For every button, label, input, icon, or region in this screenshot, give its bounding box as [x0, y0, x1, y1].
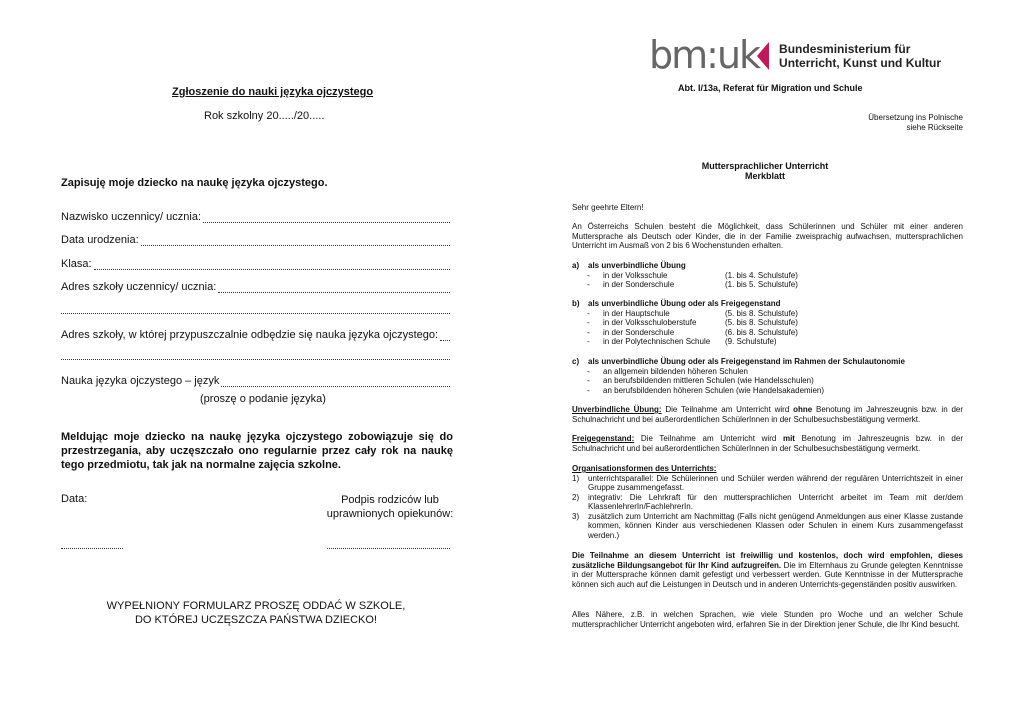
school-address-field[interactable]	[61, 281, 450, 293]
voluntary-paragraph	[572, 551, 963, 589]
org-item: zusätzlich zum Unterricht am Nachmittag (Falls nicht genügend Anmeldungen aus einer Klasse zustande kommen, können Kinder aus verschiedenen Klassen oder Schulen in einem Kurs zusammengefasst werden.)	[588, 511, 963, 540]
section-c-title: als unverbindliche Übung oder als Freigegenstand im Rahmen der Schulautonomie	[588, 357, 905, 366]
signature-label-line1: Podpis rodziców lub	[341, 494, 439, 506]
lesson-address-field[interactable]	[61, 329, 450, 341]
section-a-title: als unverbindliche Übung	[588, 261, 686, 270]
birthdate-field[interactable]	[61, 234, 450, 246]
class-field[interactable]	[61, 258, 450, 270]
signature-line[interactable]	[327, 540, 450, 549]
form-title: Zgłoszenie do nauki języka ojczystego	[172, 86, 374, 98]
closing-paragraph: Alles Nähere, z.B. in welchen Sprachen, wie viele Stunden pro Woche und an welcher Schule muttersprachlicher Unterricht angeboten wird, erfahren Sie in der Direktion jener Schule, die Ihr Kind besucht.	[572, 610, 963, 629]
school-year: Rok szkolny 20...../20.....	[204, 110, 325, 122]
organisation-section	[572, 464, 963, 540]
birthdate-label: Data urodzenia:	[61, 234, 139, 246]
freigegenstand-text-a: Die Teilnahme am Unterricht wird	[634, 434, 783, 443]
freigegenstand-text-b: Benotung im Jahreszeugnis bzw. in der Schulnachricht und bei außerordentlichen SchülerInnen in der Schulbesuchsbestätigung vermerkt.	[572, 434, 963, 453]
unverbindlich-paragraph	[572, 405, 963, 424]
date-line[interactable]	[61, 540, 123, 549]
org-item-number: 1)	[572, 473, 580, 483]
unverbindlich-text-b: Benotung im Jahreszeugnis bzw. in der Schulnachricht und bei außerordentlichen SchülerInnen in der Schulbesuchsbestätigung vermerkt.	[572, 405, 964, 424]
logo-line2: Unterricht, Kunst und Kultur	[779, 56, 942, 70]
surname-field[interactable]	[61, 211, 450, 223]
commitment-text: Meldując moje dziecko na naukę języka ojczystego zobowiązuje się do przestrzegania, aby uczęszczało ono regularnie przez cały rok na naukę tego przedmiotu, tak jak na normalne zajęcia szkolne.	[61, 431, 453, 471]
list-item-level: (1. bis 4. Schulstufe)	[725, 270, 798, 280]
logo-mark	[649, 33, 760, 77]
voluntary-emphasis: Die Teilnahme an diesem Unterricht ist freiwillig und kostenlos, doch wird empfohlen, dieses zusätzliche Bildungsangebot für Ihr Kind aufzugreifen.	[572, 551, 963, 570]
translation-line1: Übersetzung ins Polnische	[868, 113, 963, 122]
lesson-address-line2[interactable]	[61, 358, 450, 360]
return-instruction	[100, 599, 412, 627]
school-address-label: Adres szkoły uczennicy/ ucznia:	[61, 281, 217, 293]
freigegenstand-paragraph	[572, 434, 963, 453]
list-item-level: (6. bis 8. Schulstufe)	[725, 327, 798, 337]
unverbindlich-label: Unverbindliche Übung:	[572, 405, 662, 414]
language-field[interactable]	[61, 375, 450, 387]
unverbindlich-emphasis: ohne	[793, 405, 813, 414]
list-item: in der Volksschuloberstufe	[603, 318, 697, 327]
list-item: an allgemein bildenden höheren Schulen	[603, 366, 748, 376]
signature-label-line2: uprawnionych opiekunów:	[326, 508, 454, 520]
unverbindlich-text-a: Die Teilnahme am Unterricht wird	[661, 405, 794, 414]
logo-chevron-icon	[757, 42, 769, 70]
section-b-title: als unverbindliche Übung oder als Freigegenstand	[588, 299, 781, 308]
surname-label: Nazwisko uczennicy/ ucznia:	[61, 211, 202, 223]
section-b-label: b)	[572, 299, 580, 308]
org-item: integrativ: Die Lehrkraft für den muttersprachlichen Unterricht arbeitet im Team mit der/dem KlassenlehrerIn/FachlehrerIn.	[588, 492, 963, 511]
voluntary-text: Die im Elternhaus zu Grunde gelegten Kenntnisse in der Muttersprache können damit gefestigt und verbessert werden. Gute Kenntnisse in der Muttersprache können sich auch auf die Leistungen in Deutsch und in anderen Unterrichts-gegenständen positiv auswirken.	[572, 560, 963, 589]
date-label: Data:	[61, 493, 88, 505]
heading-line1: Muttersprachlicher Unterricht	[701, 161, 829, 171]
class-label: Klasa:	[61, 258, 92, 270]
lesson-address-label: Adres szkoły, w której przypuszczalnie odbędzie się nauka języka ojczystego:	[61, 329, 439, 341]
freigegenstand-label: Freigegenstand:	[572, 434, 635, 443]
translation-line2: siehe Rückseite	[906, 123, 963, 132]
logo-text	[779, 42, 941, 70]
language-label: Nauka języka ojczystego – język	[61, 375, 220, 387]
section-c: c) als unverbindliche Übung oder als Freigegenstand im Rahmen der Schulautonomie - an allgemein bildenden höheren Schulen - an berufsbildenden mittleren Schulen (wie Handelsschulen) - an berufsbildenden höheren Schulen (wie Handelsakademien)	[572, 357, 905, 395]
section-a: a) als unverbindliche Übung - in der Volksschule (1. bis 4. Schulstufe) - in der Sonderschule (1. bis 5. Schulstufe)	[572, 261, 798, 289]
heading-line2: Merkblatt	[744, 171, 785, 181]
return-line1: WYPEŁNIONY FORMULARZ PROSZĘ ODDAĆ W SZKOLE,	[106, 600, 406, 612]
list-item: an berufsbildenden mittleren Schulen (wie Handelsschulen)	[603, 376, 814, 385]
list-item: in der Sonderschule	[603, 280, 675, 289]
list-item-level: (5. bis 8. Schulstufe)	[725, 318, 798, 327]
section-a-label: a)	[572, 261, 580, 270]
section-b: b) als unverbindliche Übung oder als Freigegenstand - in der Hauptschule (5. bis 8. Schulstufe) - in der Volksschuloberstufe (5. bis 8. Schulstufe) - in der Sonderschule (6. bis 8. Schulstufe) - in der Polytechnischen Schule (9. Schulstufe)	[572, 299, 798, 346]
ministry-logo	[649, 33, 942, 77]
section-c-label: c)	[572, 357, 580, 366]
list-item-level: (9. Schulstufe)	[725, 337, 777, 346]
list-item: in der Sonderschule	[603, 327, 675, 337]
org-item-number: 3)	[572, 511, 580, 521]
freigegenstand-emphasis: mit	[782, 434, 795, 443]
return-line2: DO KTÓREJ UCZĘSZCZA PAŃSTWA DZIECKO!	[134, 614, 378, 626]
organisation-label: Organisationsformen des Unterrichts:	[572, 464, 717, 473]
school-address-line2[interactable]	[61, 312, 450, 314]
list-item-level: (1. bis 5. Schulstufe)	[725, 280, 798, 289]
list-item-level: (5. bis 8. Schulstufe)	[725, 308, 798, 318]
logo-mark-bm: bm:u	[649, 33, 740, 77]
signature-label	[300, 493, 480, 521]
department: Abt. I/13a, Referat für Migration und Schule	[678, 83, 863, 93]
logo-mark-k: k	[739, 33, 760, 77]
translation-note	[800, 113, 963, 133]
intro-paragraph: An Österreichs Schulen besteht die Möglichkeit, dass Schülerinnen und Schüler mit einer anderen Muttersprache als Deutsch oder Kinder, die in der Familie zweisprachig aufwachsen, muttersprachlichen Unterricht im Ausmaß von 2 bis 6 Wochenstunden erhalten.	[572, 222, 963, 250]
language-hint: (proszę o podanie języka)	[200, 393, 326, 405]
list-item: an berufsbildenden höheren Schulen (wie Handelsakademien)	[603, 385, 825, 395]
greeting: Sehr geehrte Eltern!	[572, 203, 644, 212]
list-item: in der Volksschule	[603, 270, 668, 280]
sheet-heading	[690, 161, 840, 181]
list-item: in der Polytechnischen Schule	[603, 337, 711, 346]
org-item-number: 2)	[572, 492, 580, 502]
list-item: in der Hauptschule	[603, 308, 670, 318]
org-item: unterrichtsparallel: Die Schülerinnen und Schüler werden während der regulären Unterrichtszeit in einer Gruppe zusammengefasst.	[588, 473, 963, 492]
logo-line1: Bundesministerium für	[779, 42, 911, 56]
enroll-statement: Zapisuję moje dziecko na naukę języka ojczystego.	[61, 177, 328, 189]
